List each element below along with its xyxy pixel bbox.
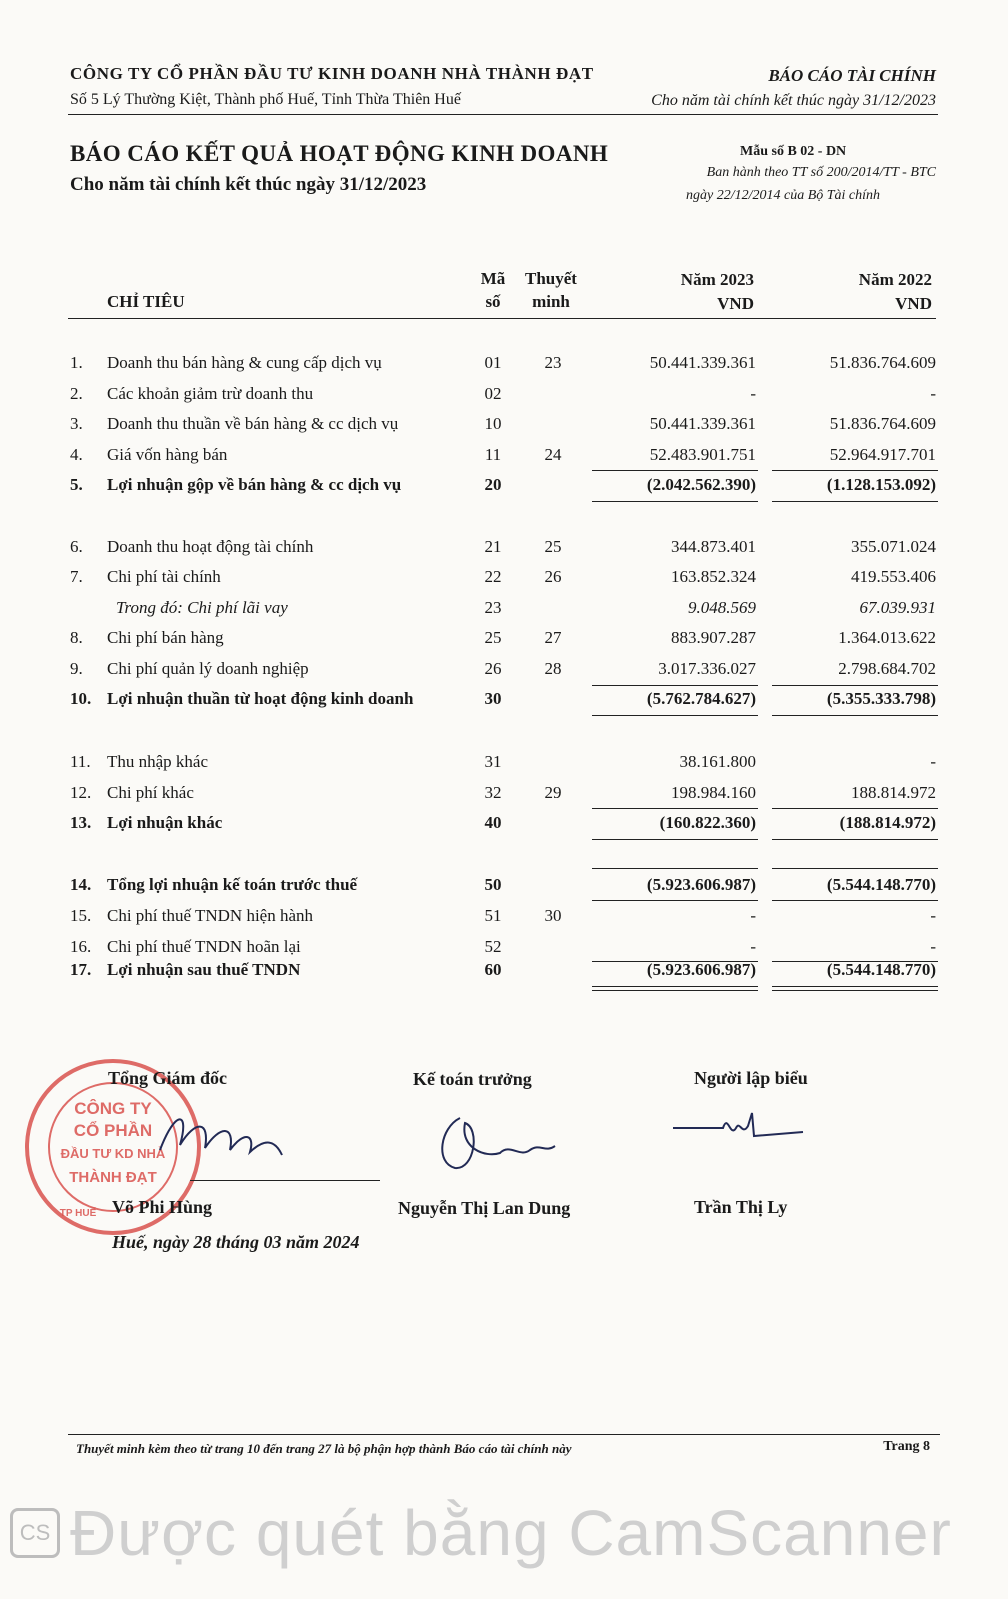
row-code: 11	[484, 445, 502, 464]
row-value-2023: 9.048.569	[688, 598, 756, 617]
table-row	[0, 689, 1008, 717]
director-signature-line	[190, 1180, 380, 1181]
row-number: 5.	[70, 475, 83, 494]
row-value-2023: -	[750, 384, 756, 403]
row-number: 9.	[70, 659, 83, 678]
row-value-2022: 2.798.684.702	[838, 659, 936, 678]
total-rule-2022	[772, 900, 938, 901]
row-value-2022: (188.814.972)	[839, 813, 936, 832]
row-value-2022: -	[930, 937, 936, 956]
col-header-code-2: số	[485, 292, 501, 311]
subtotal-rule-2022	[772, 808, 938, 809]
row-code: 22	[484, 567, 502, 586]
row-value-2022: (5.355.333.798)	[826, 689, 936, 708]
row-value-2023: 38.161.800	[679, 752, 756, 771]
row-code: 50	[484, 875, 502, 894]
accountant-signature-icon	[430, 1108, 570, 1178]
row-value-2023: 3.017.336.027	[658, 659, 756, 678]
row-note: 27	[544, 628, 562, 647]
row-label: Doanh thu bán hàng & cung cấp dịch vụ	[107, 353, 382, 372]
director-name: Võ Phi Hùng	[112, 1197, 213, 1217]
row-note: 28	[544, 659, 562, 678]
stamp-ring-text: TP HUẾ	[59, 1208, 97, 1219]
row-value-2023: 883.907.287	[671, 628, 756, 647]
row-value-2022: 1.364.013.622	[838, 628, 936, 647]
row-label: Thu nhập khác	[107, 752, 209, 771]
subtotal-rule-2022	[772, 685, 938, 686]
double-rule-bottom-2022	[772, 990, 938, 991]
total-rule-2022	[772, 501, 938, 502]
table-row	[0, 353, 1008, 381]
col-header-note-2: minh	[532, 292, 570, 311]
subtotal-rule-2023	[592, 470, 758, 471]
preparer-signature-icon	[668, 1108, 808, 1148]
row-label: Chi phí thuế TNDN hiện hành	[107, 906, 314, 925]
table-row	[0, 906, 1008, 934]
row-value-2023: 50.441.339.361	[649, 414, 756, 433]
row-note: 23	[544, 353, 562, 372]
director-title: Tổng Giám đốc	[108, 1068, 228, 1088]
row-label: Giá vốn hàng bán	[107, 445, 228, 464]
double-rule-top-2023	[592, 986, 758, 987]
row-code: 02	[484, 384, 502, 403]
row-value-2022: -	[930, 752, 936, 771]
row-number: 14.	[70, 875, 92, 894]
row-label: Chi phí quản lý doanh nghiệp	[107, 659, 309, 678]
row-value-2022: -	[930, 906, 936, 925]
form-number: Mẫu số B 02 - DN	[740, 144, 847, 159]
row-number: 15.	[70, 906, 92, 925]
row-value-2022: 67.039.931	[859, 598, 936, 617]
double-rule-bottom-2023	[592, 990, 758, 991]
row-code: 60	[484, 960, 502, 979]
subtotal-rule-2022	[772, 470, 938, 471]
table-row	[0, 783, 1008, 811]
double-rule-top-2022	[772, 986, 938, 987]
stamp-line-1: CÔNG TY	[74, 1099, 152, 1118]
row-note: 25	[544, 537, 562, 556]
row-value-2023: 163.852.324	[671, 567, 756, 586]
row-label: Chi phí bán hàng	[107, 628, 224, 647]
row-number: 4.	[70, 445, 83, 464]
row-code: 40	[484, 813, 502, 832]
total-rule-2022	[772, 715, 938, 716]
table-row	[0, 628, 1008, 656]
row-code: 01	[484, 353, 502, 372]
row-value-2023: (5.762.784.627)	[646, 689, 756, 708]
row-value-2022: 355.071.024	[851, 537, 936, 556]
preparer-name: Trần Thị Ly	[694, 1197, 788, 1217]
stamp-line-3: ĐẦU TƯ KD NHÀ	[60, 1146, 166, 1161]
row-code: 21	[484, 537, 502, 556]
row-label: Các khoản giảm trừ doanh thu	[107, 384, 314, 403]
row-note: 26	[544, 567, 562, 586]
row-value-2022: (1.128.153.092)	[826, 475, 936, 494]
footer-note: Thuyết minh kèm theo từ trang 10 đến trang 27 là bộ phận hợp thành Báo cáo tài chính này	[76, 1441, 572, 1456]
company-address: Số 5 Lý Thường Kiệt, Thành phố Huế, Tỉnh Thừa Thiên Huế	[70, 91, 461, 108]
row-number: 2.	[70, 384, 83, 403]
table-row	[0, 598, 1008, 626]
row-value-2022: 52.964.917.701	[829, 445, 936, 464]
company-name: CÔNG TY CỔ PHẦN ĐẦU TƯ KINH DOANH NHÀ THÀNH ĐẠT	[70, 64, 594, 83]
row-code: 31	[484, 752, 502, 771]
row-number: 7.	[70, 567, 83, 586]
row-value-2023: 52.483.901.751	[649, 445, 756, 464]
col-header-2023-2: VND	[717, 294, 754, 313]
row-number: 16.	[70, 937, 92, 956]
row-value-2023: -	[750, 906, 756, 925]
column-header-rule	[68, 318, 936, 319]
row-number: 1.	[70, 353, 83, 372]
row-label: Chi phí thuế TNDN hoãn lại	[107, 937, 301, 956]
director-signature-icon	[150, 1100, 310, 1170]
signing-date: Huế, ngày 28 tháng 03 năm 2024	[112, 1232, 360, 1252]
row-value-2022: 188.814.972	[851, 783, 936, 802]
table-row	[0, 813, 1008, 841]
row-value-2023: 198.984.160	[671, 783, 756, 802]
row-number: 11.	[70, 752, 91, 771]
table-row	[0, 475, 1008, 503]
col-header-code-1: Mã	[480, 269, 506, 288]
row-code: 51	[484, 906, 502, 925]
row-note: 30	[544, 906, 562, 925]
table-row	[0, 960, 1008, 988]
row-label: Trong đó: Chi phí lãi vay	[116, 598, 288, 617]
subtotal-rule-2023	[592, 685, 758, 686]
row-code: 52	[484, 937, 502, 956]
row-value-2022: (5.544.148.770)	[826, 960, 936, 979]
table-row	[0, 445, 1008, 473]
table-row	[0, 384, 1008, 412]
row-value-2022: -	[930, 384, 936, 403]
row-label: Lợi nhuận sau thuế TNDN	[107, 960, 301, 979]
row-number: 12.	[70, 783, 92, 802]
row-label: Chi phí khác	[107, 783, 194, 802]
page-subtitle: Cho năm tài chính kết thúc ngày 31/12/2023	[70, 174, 427, 195]
accountant-name: Nguyễn Thị Lan Dung	[398, 1198, 571, 1218]
report-kind: BÁO CÁO TÀI CHÍNH	[768, 66, 936, 85]
table-row	[0, 659, 1008, 687]
total-rule-2023	[592, 900, 758, 901]
row-label: Lợi nhuận thuần từ hoạt động kinh doanh	[107, 689, 414, 708]
row-number: 17.	[70, 960, 92, 979]
page-title: BÁO CÁO KẾT QUẢ HOẠT ĐỘNG KINH DOANH	[70, 141, 609, 166]
total-rule-2023	[592, 715, 758, 716]
row-number: 13.	[70, 813, 92, 832]
col-header-2022-1: Năm 2022	[858, 270, 932, 289]
col-header-note-1: Thuyết	[525, 269, 577, 288]
row-value-2022: (5.544.148.770)	[826, 875, 936, 894]
total-rule-2023	[592, 839, 758, 840]
row-value-2022: 419.553.406	[851, 567, 936, 586]
stamp-line-4: THÀNH ĐẠT	[69, 1169, 157, 1186]
row-label: Doanh thu thuần về bán hàng & cc dịch vụ	[107, 414, 399, 433]
row-number: 8.	[70, 628, 83, 647]
row-number: 6.	[70, 537, 83, 556]
row-value-2023: (5.923.606.987)	[646, 875, 756, 894]
row-value-2023: 50.441.339.361	[649, 353, 756, 372]
row-value-2023: (160.822.360)	[659, 813, 756, 832]
total-rule-2022	[772, 839, 938, 840]
camscanner-logo-icon: CS	[10, 1508, 60, 1558]
row-value-2022: 51.836.764.609	[829, 414, 936, 433]
row-label: Lợi nhuận gộp về bán hàng & cc dịch vụ	[107, 475, 402, 494]
table-row	[0, 537, 1008, 565]
row-code: 20	[484, 475, 502, 494]
row-value-2022: 51.836.764.609	[829, 353, 936, 372]
row-label: Doanh thu hoạt động tài chính	[107, 537, 314, 556]
preparer-title: Người lập biểu	[694, 1068, 808, 1088]
row-value-2023: 344.873.401	[671, 537, 756, 556]
subtotal-rule-2022	[772, 868, 938, 869]
row-code: 26	[484, 659, 502, 678]
row-note: 29	[544, 783, 562, 802]
form-regulation-date: ngày 22/12/2014 của Bộ Tài chính	[686, 188, 881, 203]
row-code: 25	[484, 628, 502, 647]
row-code: 30	[484, 689, 502, 708]
col-header-2023-1: Năm 2023	[680, 270, 754, 289]
row-number: 3.	[70, 414, 83, 433]
accountant-title: Kế toán trưởng	[413, 1069, 532, 1089]
row-code: 10	[484, 414, 502, 433]
form-regulation: Ban hành theo TT số 200/2014/TT - BTC	[706, 165, 936, 180]
row-value-2023: (5.923.606.987)	[646, 960, 756, 979]
col-header-2022-2: VND	[895, 294, 932, 313]
table-row	[0, 414, 1008, 442]
scanner-watermark: Được quét bằng CamScanner	[70, 1497, 952, 1569]
header-rule	[68, 114, 938, 115]
report-period: Cho năm tài chính kết thúc ngày 31/12/2023	[651, 92, 936, 109]
page-number: Trang 8	[883, 1439, 930, 1454]
subtotal-rule-2023	[592, 868, 758, 869]
row-value-2023: (2.042.562.390)	[646, 475, 756, 494]
table-row	[0, 875, 1008, 903]
footer-rule	[68, 1434, 940, 1435]
row-label: Tổng lợi nhuận kế toán trước thuế	[107, 875, 358, 894]
row-value-2023: -	[750, 937, 756, 956]
table-row	[0, 752, 1008, 780]
row-number: 10.	[70, 689, 92, 708]
row-label: Chi phí tài chính	[107, 567, 221, 586]
total-rule-2023	[592, 501, 758, 502]
row-note: 24	[544, 445, 562, 464]
row-label: Lợi nhuận khác	[107, 813, 223, 832]
stamp-line-2: CỔ PHẦN	[73, 1121, 153, 1140]
row-code: 32	[484, 783, 502, 802]
row-code: 23	[484, 598, 502, 617]
col-header-item: CHỈ TIÊU	[107, 292, 185, 311]
subtotal-rule-2023	[592, 808, 758, 809]
table-row	[0, 567, 1008, 595]
